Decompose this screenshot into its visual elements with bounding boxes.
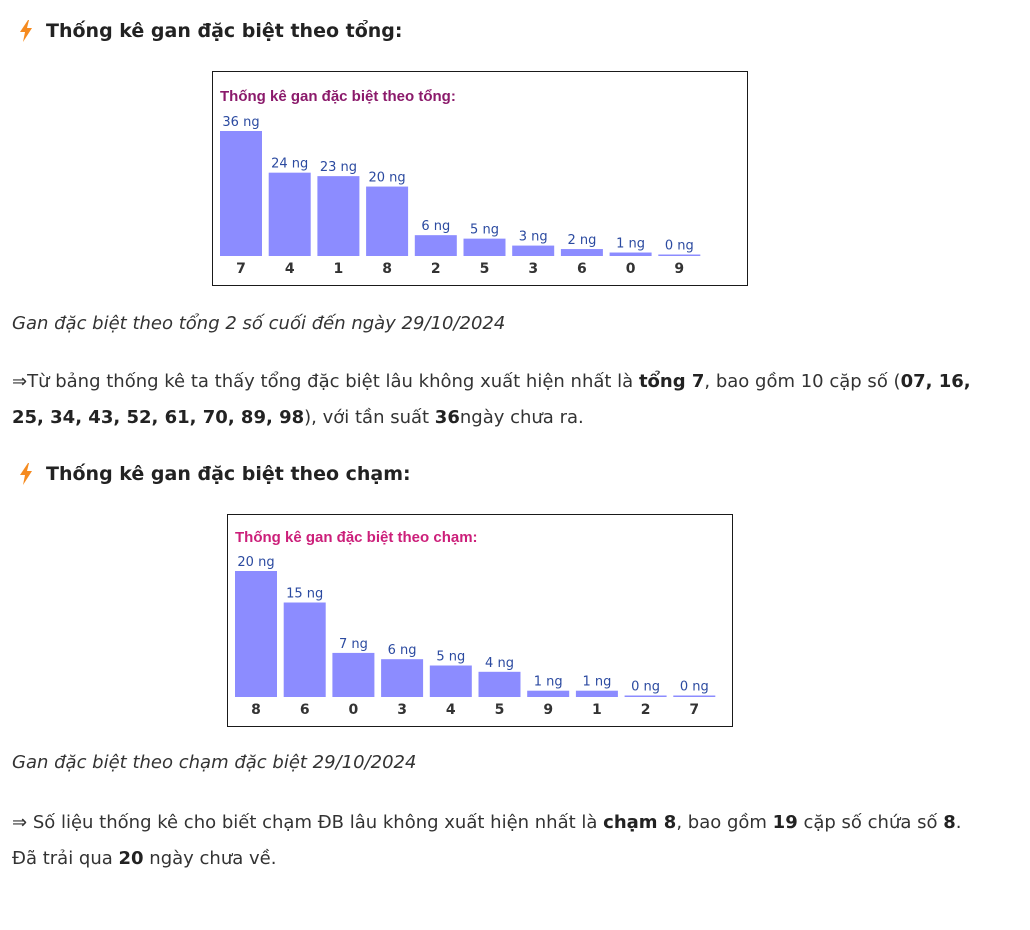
bar xyxy=(464,239,506,256)
bar-value-label: 7 ng xyxy=(338,636,368,652)
bar xyxy=(366,187,408,256)
bar-value-label: 23 ng xyxy=(319,160,357,176)
chart-tong xyxy=(212,71,748,286)
paragraph-tong xyxy=(12,364,972,436)
category-tick-label: 2 xyxy=(640,702,651,718)
bar-value-label: 36 ng xyxy=(222,115,260,130)
bar-value-label: 1 ng xyxy=(533,674,563,690)
lightning-icon xyxy=(18,463,34,485)
para-text: ), với tần suất xyxy=(304,407,435,428)
bar-value-label: 3 ng xyxy=(518,229,548,245)
bar xyxy=(235,571,277,697)
category-tick-label: 5 xyxy=(494,702,505,718)
heading-text: Thống kê gan đặc biệt theo chạm: xyxy=(46,463,411,485)
bar xyxy=(527,691,569,697)
bar-value-label: 0 ng xyxy=(679,679,709,695)
bar-value-label: 5 ng xyxy=(436,649,466,665)
chart-caption-tong: Gan đặc biệt theo tổng 2 số cuối đến ngày 29/10/2024 xyxy=(12,313,506,334)
chart-caption-cham: Gan đặc biệt theo chạm đặc biệt 29/10/2024 xyxy=(12,752,417,773)
bar-value-label: 15 ng xyxy=(286,586,324,602)
lightning-icon xyxy=(18,20,34,42)
arrow-symbol: ⇒ xyxy=(12,371,28,392)
para-text: ngày chưa ra. xyxy=(459,407,584,428)
category-tick-label: 7 xyxy=(236,261,246,277)
bar xyxy=(512,246,554,256)
category-tick-label: 8 xyxy=(382,261,392,277)
bar-value-label: 1 ng xyxy=(616,236,646,252)
category-tick-label: 0 xyxy=(348,702,359,718)
para-bold: tổng 7 xyxy=(638,371,705,392)
bar-value-label: 6 ng xyxy=(387,643,417,659)
bar-value-label: 20 ng xyxy=(237,555,275,570)
bar xyxy=(673,696,715,698)
bar-value-label: 0 ng xyxy=(631,679,661,695)
bar-value-label: 4 ng xyxy=(485,655,514,671)
bar xyxy=(625,696,667,698)
para-text: ngày chưa về. xyxy=(143,848,277,869)
bar-value-label: 6 ng xyxy=(421,219,451,235)
para-bold: 8 xyxy=(943,812,956,833)
bar xyxy=(610,253,652,256)
bar-value-label: 20 ng xyxy=(368,170,406,186)
section-heading-tong xyxy=(18,20,403,42)
category-tick-label: 1 xyxy=(592,702,602,718)
bar xyxy=(415,235,457,256)
para-text: cặp số chứa số xyxy=(797,812,944,833)
category-tick-label: 2 xyxy=(430,261,441,277)
category-tick-label: 4 xyxy=(284,261,295,277)
bar-value-label: 2 ng xyxy=(567,233,597,249)
heading-text: Thống kê gan đặc biệt theo tổng: xyxy=(46,20,403,42)
bar-value-label: 24 ng xyxy=(271,156,309,172)
bar xyxy=(658,255,700,257)
category-tick-label: 9 xyxy=(543,702,554,718)
bar xyxy=(479,672,521,697)
arrow-symbol: ⇒ xyxy=(12,812,28,833)
bar xyxy=(269,173,311,256)
bar xyxy=(561,249,603,256)
para-text: , bao gồm xyxy=(676,812,773,833)
section-heading-cham xyxy=(18,463,411,485)
para-bold: chạm 8 xyxy=(603,812,677,833)
category-tick-label: 5 xyxy=(479,261,490,277)
para-text: Số liệu thống kê cho biết chạm ĐB lâu không xuất hiện nhất là xyxy=(27,812,604,833)
bar xyxy=(430,666,472,698)
category-tick-label: 6 xyxy=(299,702,310,718)
para-text: . Đã trải qua xyxy=(12,812,962,869)
paragraph-cham xyxy=(12,805,972,877)
bar xyxy=(317,176,359,256)
bar xyxy=(381,659,423,697)
category-tick-label: 3 xyxy=(397,702,407,718)
category-tick-label: 0 xyxy=(625,261,636,277)
category-tick-label: 8 xyxy=(251,702,261,718)
bar xyxy=(576,691,618,697)
para-text: , bao gồm 10 cặp số ( xyxy=(704,371,901,392)
bar xyxy=(220,131,262,256)
para-bold: 36 xyxy=(434,407,460,428)
category-tick-label: 6 xyxy=(577,261,587,277)
para-bold: 07, 16, 25, 34, 43, 52, 61, 70, 89, 98 xyxy=(12,371,971,428)
bar-value-label: 1 ng xyxy=(582,674,612,690)
category-tick-label: 1 xyxy=(333,261,344,277)
bar xyxy=(284,603,326,698)
para-text: Từ bảng thống kê ta thấy tổng đặc biệt lâu không xuất hiện nhất là xyxy=(27,371,639,392)
chart-title: Thống kê gan đặc biệt theo tổng: xyxy=(220,88,456,105)
para-bold: 19 xyxy=(772,812,798,833)
bar-chart-tong xyxy=(213,72,747,285)
bar-value-label: 0 ng xyxy=(664,238,694,254)
category-tick-label: 4 xyxy=(445,702,456,718)
category-tick-label: 3 xyxy=(528,261,539,277)
chart-title: Thống kê gan đặc biệt theo chạm: xyxy=(235,529,478,546)
bar-value-label: 5 ng xyxy=(470,222,499,238)
para-bold: 20 xyxy=(118,848,144,869)
bar-chart-cham xyxy=(228,515,732,726)
bar xyxy=(332,653,374,697)
category-tick-label: 9 xyxy=(674,261,685,277)
chart-cham xyxy=(227,514,733,727)
category-tick-label: 7 xyxy=(689,702,700,718)
